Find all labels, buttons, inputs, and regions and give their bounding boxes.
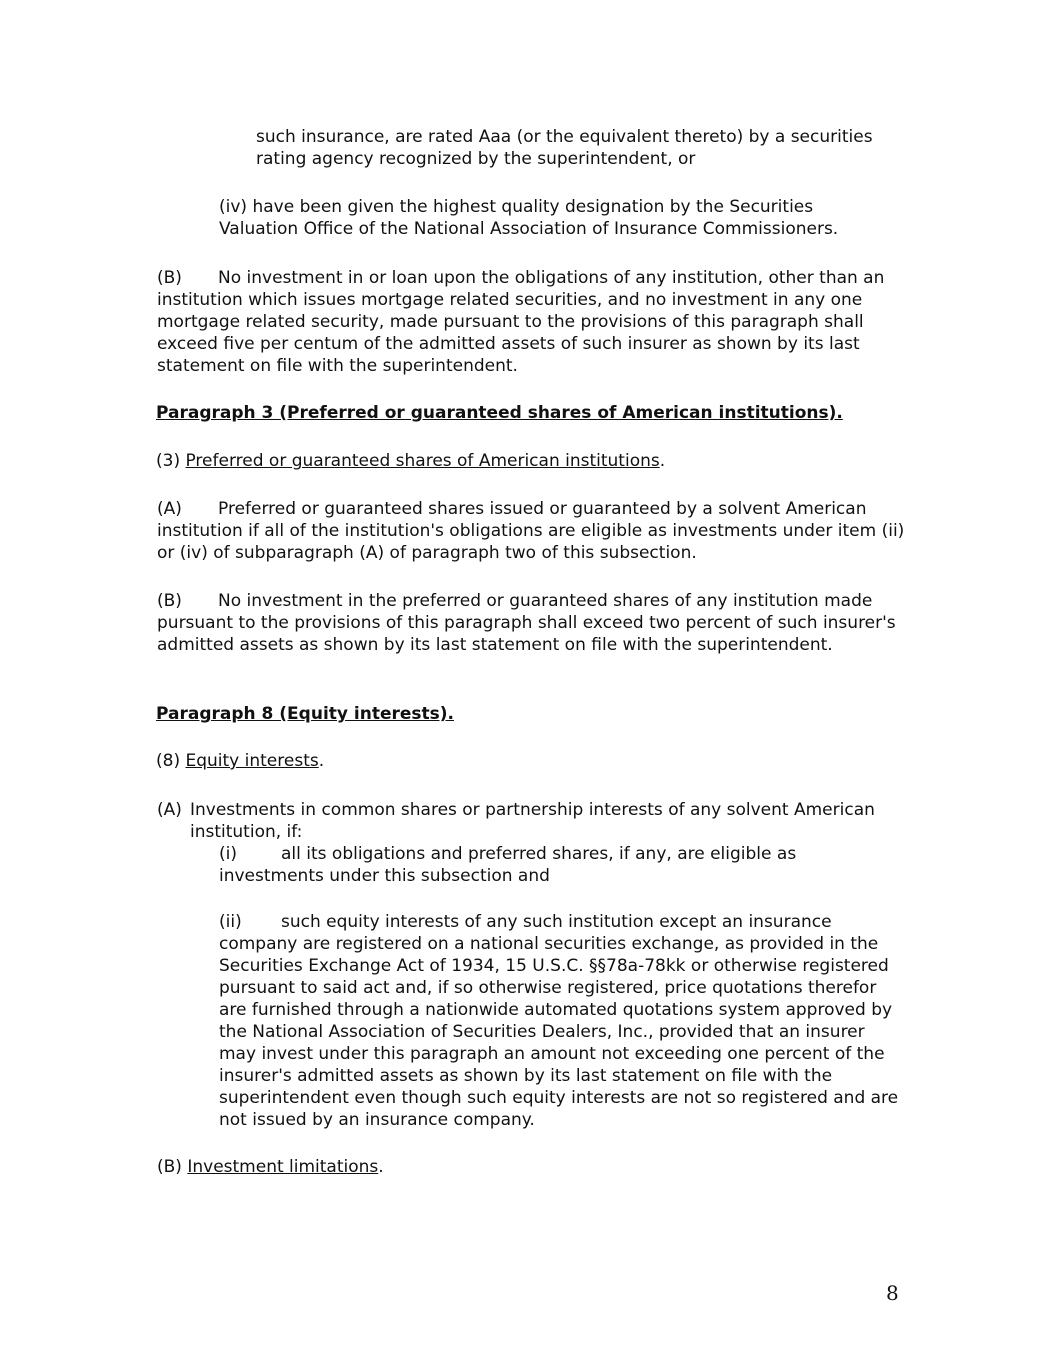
subparagraph-text: No investment in the preferred or guaranteed shares of any institution made pursuant to the provisions of this paragraph shall exceed two percent of such insurer's admitted assets as shown by its last statement on file with the superintendent. bbox=[157, 591, 896, 655]
paragraph-title-period: . bbox=[318, 751, 325, 771]
subparagraph-text: No investment in or loan upon the obligations of any institution, other than an institution which issues mortgage related securities, and no investment in any one mortgage related security, made pursuant to the provisions of this paragraph shall exceed five per centum of the admitted assets of such insurer as shown by its last statement on file with the superintendent. bbox=[157, 268, 885, 376]
subparagraph-label: (A) bbox=[157, 800, 182, 820]
subparagraph-label: (B) bbox=[157, 268, 182, 288]
subparagraph-title: Investment limitations bbox=[187, 1157, 379, 1177]
paragraph-3-title bbox=[156, 450, 916, 472]
clause-iii-continuation: such insurance, are rated Aaa (or the equivalent thereto) by a securities rating agency recognized by the superintendent, or bbox=[256, 127, 873, 169]
paragraph-title-period: . bbox=[659, 451, 666, 471]
subparagraph-a-para3 bbox=[157, 498, 907, 564]
page-number: 8 bbox=[886, 1281, 899, 1305]
subparagraph-b-para3 bbox=[157, 590, 907, 656]
subparagraph-title-period: . bbox=[378, 1157, 384, 1177]
heading-paragraph-8: Paragraph 8 (Equity interests). bbox=[156, 704, 454, 724]
subparagraph-b-para2 bbox=[157, 267, 907, 377]
subparagraph-b-para8 bbox=[157, 1156, 917, 1178]
subparagraph-text: Investments in common shares or partnership interests of any solvent American institution, if: bbox=[190, 800, 875, 842]
paragraph-title: Preferred or guaranteed shares of American institutions bbox=[185, 451, 660, 471]
subparagraph-label: (B) bbox=[157, 1157, 188, 1177]
paragraph-number: (3) bbox=[156, 451, 186, 471]
item-label: (i) bbox=[219, 844, 237, 864]
item-ii bbox=[219, 911, 907, 1131]
subparagraph-label: (A) bbox=[157, 499, 182, 519]
paragraph-number: (8) bbox=[156, 751, 186, 771]
item-i bbox=[219, 843, 859, 887]
item-label: (ii) bbox=[219, 912, 242, 932]
item-text: such equity interests of any such institution except an insurance company are registered on a national securities exchange, as provided in the Securities Exchange Act of 1934, 15 U.S.C. §§78a-78kk or otherwise registered pursuant to said act and, if so otherwise registered, price quotations therefor are furnished through a nationwide automated quotations system approved by the National Association of Securities Dealers, Inc., provided that an insurer may invest under this paragraph an amount not exceeding one percent of the insurer's admitted assets as shown by its last statement on file with the superintendent even though such equity interests are not so registered and are not issued by an insurance company. bbox=[219, 912, 899, 1130]
item-text: all its obligations and preferred shares, if any, are eligible as investments under this subsection and bbox=[219, 844, 797, 886]
clause-iv: (iv) have been given the highest quality designation by the Securities Valuation Office of the National Association of Insurance Commissioners. bbox=[219, 197, 839, 239]
heading-paragraph-3: Paragraph 3 (Preferred or guaranteed shares of American institutions). bbox=[156, 403, 843, 423]
subparagraph-text: Preferred or guaranteed shares issued or guaranteed by a solvent American institution if all of the institution's obligations are eligible as investments under item (ii) or (iv) of subparagraph (A) of paragraph two of this subsection. bbox=[157, 499, 905, 563]
subparagraph-label: (B) bbox=[157, 591, 182, 611]
paragraph-title: Equity interests bbox=[185, 751, 319, 771]
paragraph-8-title bbox=[156, 750, 916, 772]
subparagraph-a-para8 bbox=[157, 799, 907, 843]
